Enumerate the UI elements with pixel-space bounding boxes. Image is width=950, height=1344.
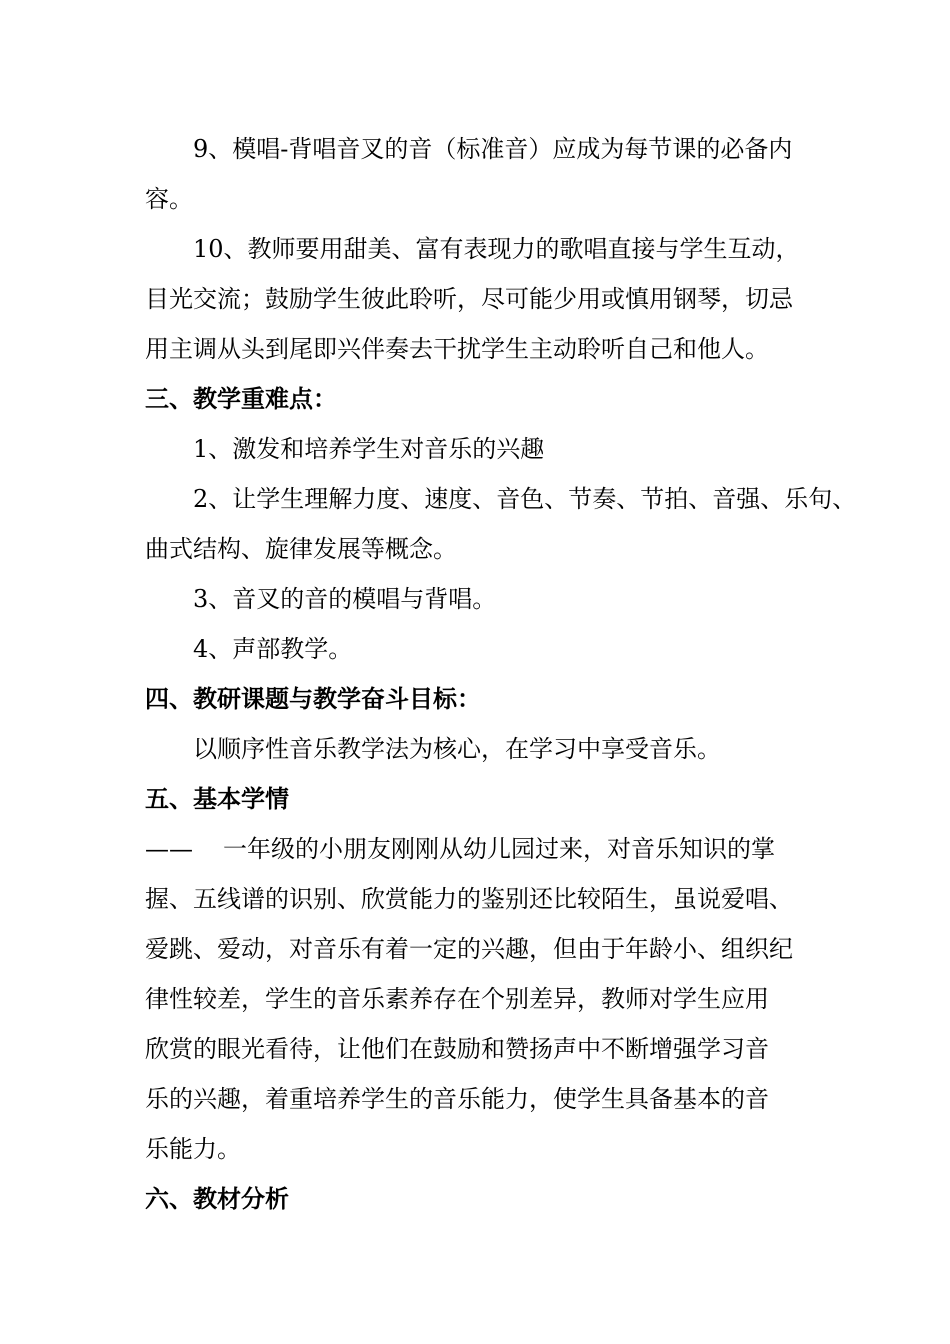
paragraph-10-line-2: 目光交流；鼓励学生彼此聆听，尽可能少用或慎用钢琴，切忌	[145, 285, 793, 313]
dash-prefix: ——	[145, 835, 193, 863]
section-heading-6: 六、教材分析	[145, 1184, 289, 1213]
student-situation-line-3: 爱跳、爱动，对音乐有着一定的兴趣，但由于年龄小、组织纪	[145, 935, 793, 963]
goal-text: 以顺序性音乐教学法为核心，在学习中享受音乐。	[193, 735, 721, 763]
key-point-4: 4、声部教学。	[193, 635, 353, 663]
student-situation-line-2: 握、五线谱的识别、欣赏能力的鉴别还比较陌生，虽说爱唱、	[145, 885, 793, 913]
student-situation-line-1	[145, 834, 775, 864]
student-situation-line-7: 乐能力。	[145, 1135, 241, 1163]
paragraph-9-line-1: 9、模唱-背唱音叉的音（标准音）应成为每节课的必备内	[193, 135, 793, 163]
section-heading-5: 五、基本学情	[145, 784, 289, 813]
student-situation-line-1-text: 一年级的小朋友刚刚从幼儿园过来，对音乐知识的掌	[223, 835, 775, 863]
paragraph-10-line-3: 用主调从头到尾即兴伴奏去干扰学生主动聆听自己和他人。	[145, 335, 769, 363]
section-heading-4: 四、教研课题与教学奋斗目标：	[145, 684, 481, 713]
student-situation-line-4: 律性较差，学生的音乐素养存在个别差异，教师对学生应用	[145, 985, 769, 1013]
section-heading-3: 三、教学重难点：	[145, 384, 337, 413]
key-point-2-line-1: 2、让学生理解力度、速度、音色、节奏、节拍、音强、乐句、	[193, 485, 857, 513]
student-situation-line-6: 乐的兴趣，着重培养学生的音乐能力，使学生具备基本的音	[145, 1085, 769, 1113]
key-point-3: 3、音叉的音的模唱与背唱。	[193, 585, 497, 613]
key-point-1: 1、激发和培养学生对音乐的兴趣	[193, 435, 545, 463]
paragraph-9-line-2: 容。	[145, 185, 193, 213]
student-situation-line-5: 欣赏的眼光看待，让他们在鼓励和赞扬声中不断增强学习音	[145, 1035, 769, 1063]
key-point-2-line-2: 曲式结构、旋律发展等概念。	[145, 535, 457, 563]
paragraph-10-line-1: 10、教师要用甜美、富有表现力的歌唱直接与学生互动，	[193, 235, 800, 263]
